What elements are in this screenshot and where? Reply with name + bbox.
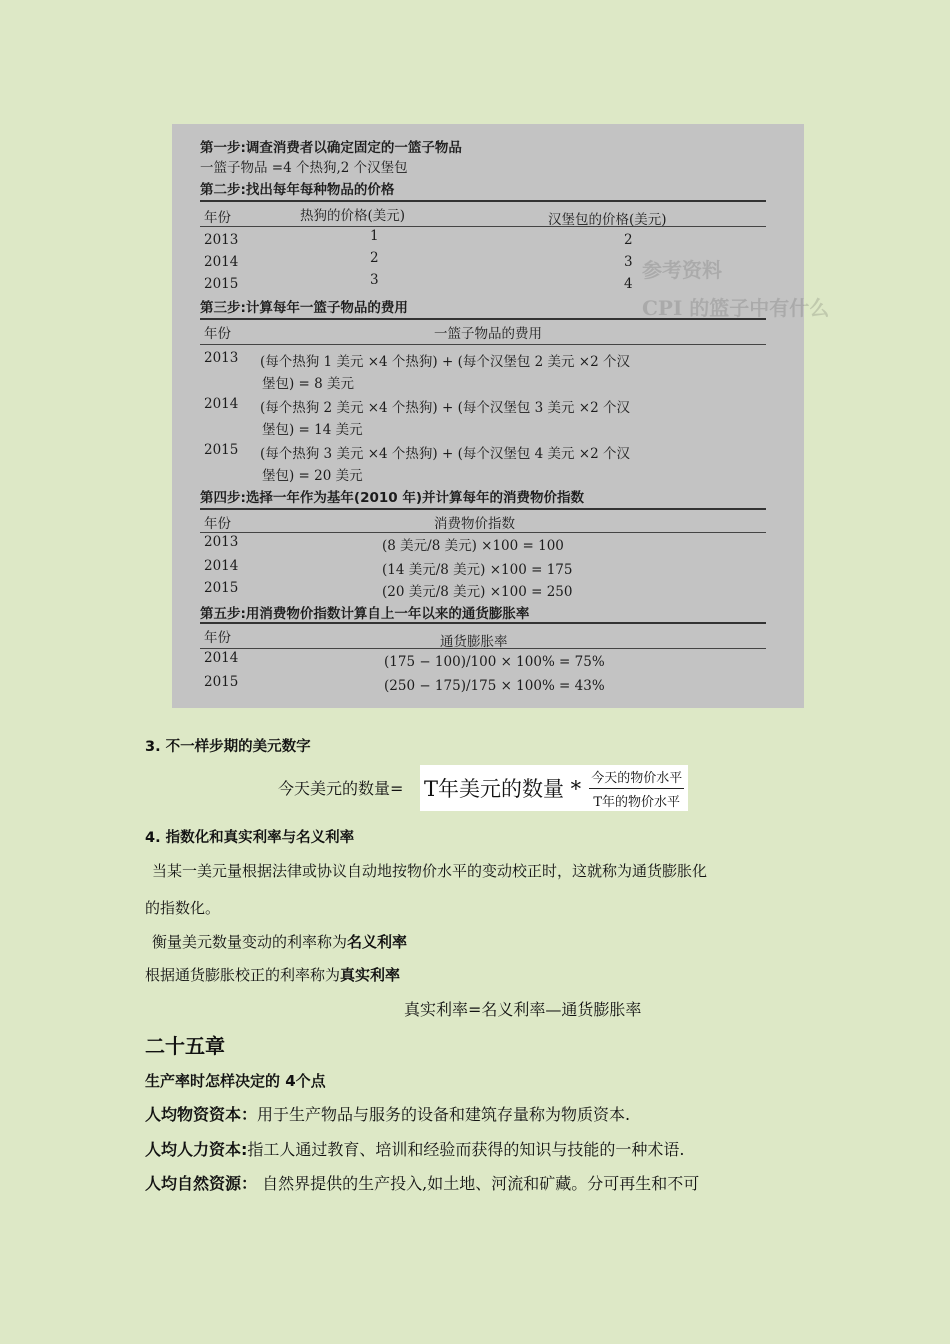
productivity-text: 用于生产物品与服务的设备和建筑存量称为物质资本. xyxy=(257,1105,631,1124)
nominal-rate-line xyxy=(152,931,407,952)
step1-title: 第一步:调查消费者以确定固定的一篮子物品 xyxy=(200,140,462,156)
step2-burger-price: 3 xyxy=(624,254,633,270)
step5-year: 2015 xyxy=(204,674,239,690)
productivity-term: 人均自然资源： xyxy=(145,1174,258,1193)
table-rule xyxy=(200,200,766,202)
step4-header-year: 年份 xyxy=(204,516,231,532)
productivity-text: 指工人通过教育、培训和经验而获得的知识与技能的一种术语. xyxy=(247,1140,685,1159)
step2-hotdog-price: 1 xyxy=(370,228,379,244)
step2-hotdog-price: 3 xyxy=(370,272,379,288)
step3-year: 2013 xyxy=(204,350,239,366)
step3-cost-line2: 堡包) = 20 美元 xyxy=(262,468,363,484)
step4-title: 第四步:选择一年作为基年(2010 年)并计算每年的消费物价指数 xyxy=(200,490,585,506)
step3-title: 第三步:计算每年一篮子物品的费用 xyxy=(200,300,408,316)
textbook-scan-image xyxy=(172,124,830,708)
step2-year: 2014 xyxy=(204,254,239,270)
step2-title: 第二步:找出每年每种物品的价格 xyxy=(200,182,395,198)
section4-para-line1: 当某一美元量根据法律或协议自动地按物价水平的变动校正时，这就称为通货膨胀化 xyxy=(152,862,708,880)
bleed-through-text: CPI 的篮子中有什么 xyxy=(642,296,830,320)
step4-year: 2015 xyxy=(204,580,239,596)
nominal-rate-prefix: 衡量美元数量变动的利率称为 xyxy=(152,933,348,951)
formula-denominator: T年的物价水平 xyxy=(593,794,681,810)
step3-cost-line1: (每个热狗 2 美元 ×4 个热狗) + (每个汉堡包 3 美元 ×2 个汉 xyxy=(260,400,631,416)
step4-cpi-value: (20 美元/8 美元) ×100 = 250 xyxy=(382,584,573,600)
step5-year: 2014 xyxy=(204,650,239,666)
step4-header-cpi: 消费物价指数 xyxy=(434,516,515,532)
formula-main: T年美元的数量 * xyxy=(424,777,582,801)
productivity-term: 人均物资资本： xyxy=(145,1105,258,1124)
step3-cost-line2: 堡包) = 8 美元 xyxy=(262,376,355,392)
productivity-text: 自然界提供的生产投入,如土地、河流和矿藏。分可再生和不可 xyxy=(257,1174,700,1193)
table-rule xyxy=(200,622,766,624)
chapter-title: 二十五章 xyxy=(145,1034,225,1058)
productivity-item xyxy=(145,1102,630,1125)
real-rate-line xyxy=(145,964,400,985)
productivity-item xyxy=(145,1171,699,1194)
real-rate-term: 真实利率 xyxy=(340,966,401,984)
step5-inflation-value: (250 − 175)/175 × 100% = 43% xyxy=(384,678,605,694)
step1-basket: 一篮子物品 =4 个热狗,2 个汉堡包 xyxy=(200,160,408,176)
step4-cpi-value: (8 美元/8 美元) ×100 = 100 xyxy=(382,538,564,554)
step5-header-year: 年份 xyxy=(204,630,231,646)
real-rate-prefix: 根据通货膨胀校正的利率称为 xyxy=(145,966,341,984)
step4-year: 2013 xyxy=(204,534,239,550)
step3-header-cost: 一篮子物品的费用 xyxy=(434,326,542,342)
formula-box xyxy=(420,765,688,811)
table-rule xyxy=(200,648,766,649)
productivity-term: 人均人力资本: xyxy=(145,1140,248,1159)
bleed-through-text: 参考资料 xyxy=(642,258,722,282)
formula-fraction xyxy=(589,767,684,810)
step2-header-year: 年份 xyxy=(204,210,231,226)
step5-inflation-value: (175 − 100)/100 × 100% = 75% xyxy=(384,654,605,670)
table-rule xyxy=(200,226,766,227)
step3-cost-line1: (每个热狗 3 美元 ×4 个热狗) + (每个汉堡包 4 美元 ×2 个汉 xyxy=(260,446,631,462)
productivity-item xyxy=(145,1137,685,1160)
step2-header-burger: 汉堡包的价格(美元) xyxy=(548,212,667,228)
section3-heading: 3. 不一样步期的美元数字 xyxy=(145,739,311,755)
step2-year: 2015 xyxy=(204,276,239,292)
chapter-subtitle: 生产率时怎样决定的 4个点 xyxy=(145,1072,326,1090)
step3-header-year: 年份 xyxy=(204,326,231,342)
step2-hotdog-price: 2 xyxy=(370,250,379,266)
step3-cost-line1: (每个热狗 1 美元 ×4 个热狗) + (每个汉堡包 2 美元 ×2 个汉 xyxy=(260,354,631,370)
section4-heading: 4. 指数化和真实利率与名义利率 xyxy=(145,830,355,846)
step5-title: 第五步:用消费物价指数计算自上一年以来的通货膨胀率 xyxy=(200,606,530,622)
table-rule xyxy=(200,508,766,510)
formula-numerator: 今天的物价水平 xyxy=(589,767,684,789)
section4-para-line2: 的指数化。 xyxy=(145,899,221,917)
real-rate-equation: 真实利率=名义利率—通货膨胀率 xyxy=(404,1000,642,1019)
step4-cpi-value: (14 美元/8 美元) ×100 = 175 xyxy=(382,562,573,578)
step2-burger-price: 2 xyxy=(624,232,633,248)
nominal-rate-term: 名义利率 xyxy=(347,933,408,951)
step3-cost-line2: 堡包) = 14 美元 xyxy=(262,422,363,438)
step5-header-inflation: 通货膨胀率 xyxy=(440,634,508,650)
step3-year: 2014 xyxy=(204,396,239,412)
table-rule xyxy=(200,344,766,345)
step4-year: 2014 xyxy=(204,558,239,574)
formula-left: 今天美元的数量= xyxy=(278,779,404,798)
step2-header-hotdog: 热狗的价格(美元) xyxy=(300,208,406,224)
table-rule xyxy=(200,532,766,533)
table-rule xyxy=(200,318,766,320)
step2-burger-price: 4 xyxy=(624,276,633,292)
step2-year: 2013 xyxy=(204,232,239,248)
step3-year: 2015 xyxy=(204,442,239,458)
